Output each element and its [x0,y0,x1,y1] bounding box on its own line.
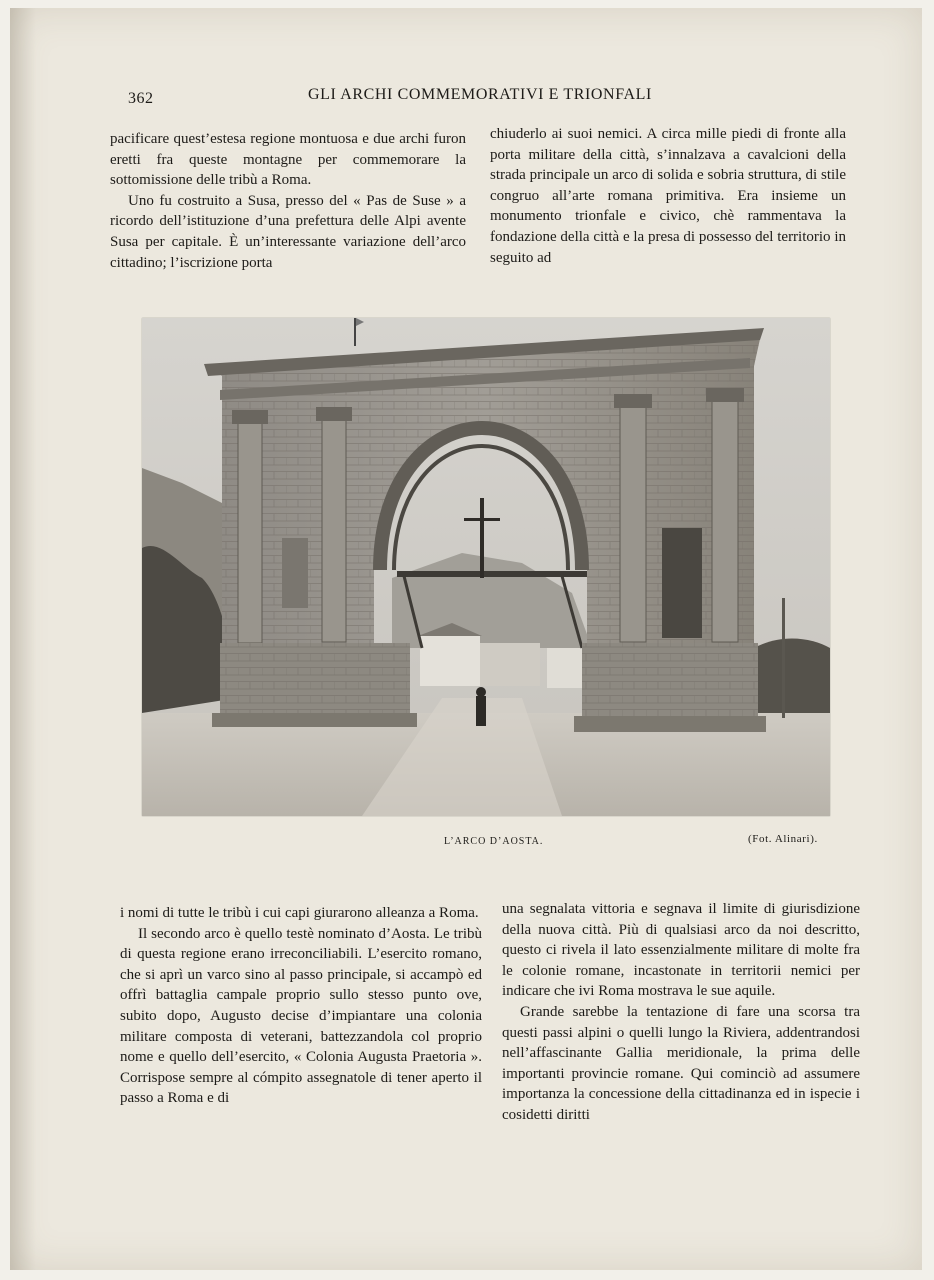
figure-caption: L’ARCO D’AOSTA. [444,836,544,847]
text-column-top-right [490,124,846,268]
running-head: GLI ARCHI COMMEMORATIVI E TRIONFALI [308,86,652,103]
page-gutter-shadow [10,8,36,1270]
text-column-bottom-right [502,899,860,1126]
text-column-top-left [110,129,466,273]
arch-photograph-illustration [142,318,830,816]
paragraph: chiuderlo ai suoi nemici. A circa mille piedi di fronte alla porta militare della città, s’innalzava a cavalcioni della strada principale un arco di solida e sobria struttura, di stile congruo all’arte romana primitiva. Era insieme un monumento trionfale e civico, chè rammentava la fondazione della città e la presa di possesso del territorio in seguito ad [490,126,846,266]
paragraph: Il secondo arco è quello testè nominato d’Aosta. Le tribù di questa regione erano irreconciliabili. L’esercito romano, che si aprì un varco sino al passo principale, si accampò ed offrì battaglia campale proprio sullo stesso punto ove, subito dopo, Augusto decise d’impiantare una colonia militare composta di veterani, battezzandola col proprio nome e quello dell’esercito, « Colonia Augusta Praetoria ». Corrispose sempre al cómpito assegnatole di tener aperto il passo a Roma e di [120,925,482,1107]
text-column-bottom-left [120,903,482,1109]
paragraph: i nomi di tutte le tribù i cui capi giurarono alleanza a Roma. [120,905,479,921]
paragraph: una segnalata vittoria e segnava il limite di giurisdizione della nuova città. Più di qualsiasi arco da noi descritto, questo ci rivela il lato essenzialmente militare di molte fra le colonie romane, incastonate in territorii nemici per indicare che ivi Roma mostrava le sue aquile. [502,901,860,1000]
photo-arco-aosta [142,318,830,816]
photo-credit: (Fot. Alinari). [748,833,818,845]
paragraph: Uno fu costruito a Susa, presso del « Pas de Suse » a ricordo dell’istituzione d’una prefettura delle Alpi avente Susa per capitale. È un’interessante variazione dell’arco cittadino; l’iscrizione porta [110,192,466,271]
paragraph: pacificare quest’estesa regione montuosa e due archi furon eretti fra queste montagne per commemorare la sottomissione delle tribù a Roma. [110,131,466,189]
page-number: 362 [128,90,154,107]
paragraph: Grande sarebbe la tentazione di fare una scorsa tra questi passi alpini o quelli lungo la Riviera, addentrandosi nell’affascinante Gallia meridionale, la prima delle importanti provincie romane. Qui cominciò ad assumere importanza la concessione della cittadinanza ed in ispecie i cosidetti diritti [502,1003,860,1123]
